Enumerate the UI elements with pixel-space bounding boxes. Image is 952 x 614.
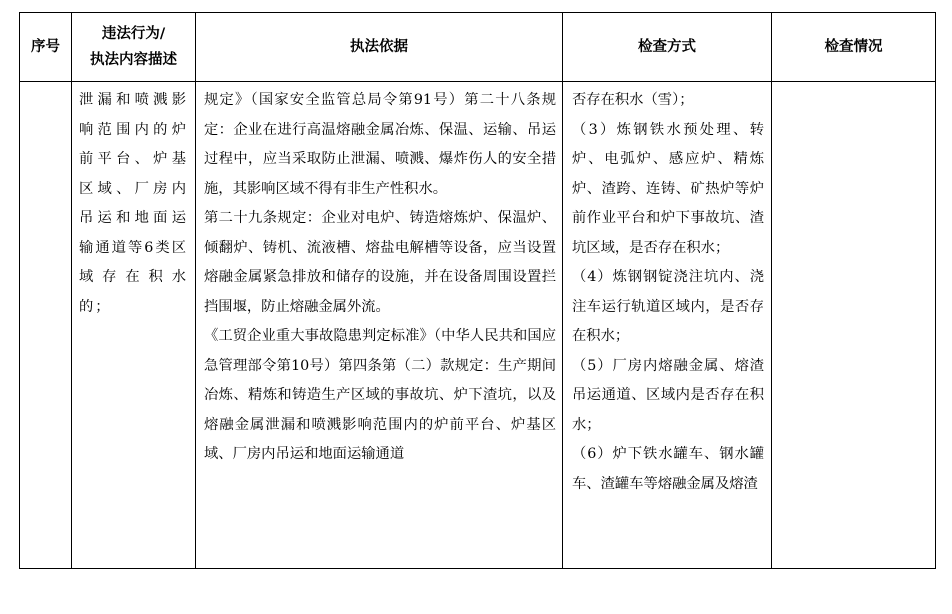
cell-method: [563, 82, 772, 569]
header-status: 检查情况: [772, 13, 936, 82]
method-content: [563, 82, 771, 499]
method-paragraph: （3）炼钢铁水预处理、转炉、电弧炉、感应炉、精炼炉、渣跨、连铸、矿热炉等炉前作业平台和炉下事故坑、渣坑区域，是否存在积水；: [572, 121, 764, 256]
header-violation-line1: 违法行为/: [101, 26, 166, 42]
header-basis: 执法依据: [196, 13, 563, 82]
header-seq: 序号: [20, 13, 72, 82]
status-text: [772, 82, 935, 86]
cell-seq: [20, 82, 72, 569]
header-violation-line2: 执法内容描述: [90, 52, 177, 68]
table-row: [20, 82, 936, 569]
header-violation: [72, 13, 196, 82]
header-method: 检查方式: [563, 13, 772, 82]
basis-paragraph: 第二十九条规定：企业对电炉、铸造熔炼炉、保温炉、倾翻炉、铸机、流液槽、熔盐电解槽等设备，应当设置熔融金属紧急排放和储存的设施，并在设备周围设置拦挡围堰，防止熔融金属外流。: [204, 210, 556, 315]
method-paragraph: （5）厂房内熔融金属、熔渣吊运通道、区域内是否存在积水；: [572, 357, 764, 433]
cell-basis: [196, 82, 563, 569]
basis-content: [196, 82, 562, 470]
method-paragraph: （4）炼钢钢锭浇注坑内、浇注车运行轨道区域内，是否存在积水；: [572, 269, 764, 344]
method-paragraph: （6）炉下铁水罐车、钢水罐车、渣罐车等熔融金属及熔渣: [572, 446, 764, 492]
violation-text: 泄漏和喷溅影响范围内的炉前平台、炉基区域、厂房内吊运和地面运输通道等6类区域存在积水的；: [79, 92, 188, 315]
cell-status: [772, 82, 936, 569]
cell-violation: [72, 82, 196, 569]
basis-paragraph: 规定》（国家安全监管总局令第91号）第二十八条规定：企业在进行高温熔融金属冶炼、保温、运输、吊运过程中，应当采取防止泄漏、喷溅、爆炸伤人的安全措施，其影响区域不得有非生产性积水。: [204, 92, 556, 197]
method-paragraph: 否存在积水（雪）；: [572, 92, 694, 108]
law-enforcement-table: [19, 12, 936, 569]
seq-text: [20, 82, 71, 86]
basis-paragraph: 《工贸企业重大事故隐患判定标准》（中华人民共和国应急管理部令第10号）第四条第（二）款规定：生产期间冶炼、精炼和铸造生产区域的事故坑、炉下渣坑，以及熔融金属泄漏和喷溅影响范围内的炉前平台、炉基区域、厂房内吊运和地面运输通道: [204, 328, 556, 462]
table-header-row: [20, 13, 936, 82]
